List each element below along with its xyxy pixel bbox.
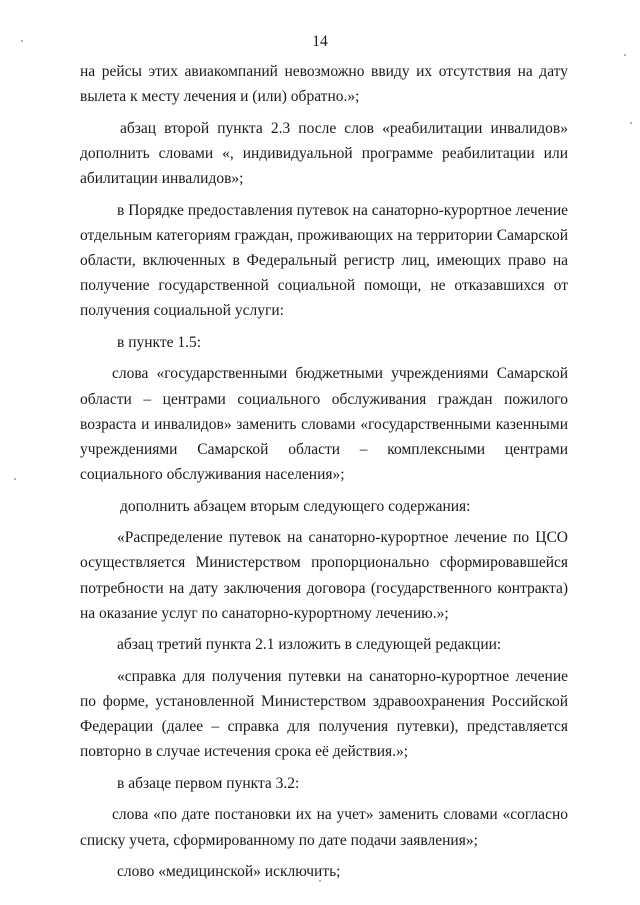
paragraph-5: слова «государственными бюджетными учреждениями Самарской области – центрами социального обслуживания граждан пожилого возраста и инвалидов» заменить словами «государственными казенными учреждениями Самарской области – комплексными центрами социального обслуживания населения»; <box>80 365 568 484</box>
scan-speck <box>319 880 321 882</box>
paragraph-6: дополнить абзацем вторым следующего содержания: <box>120 497 471 515</box>
paragraph-3: в Порядке предоставления путевок на санаторно-курортное лечение отдельным категориям граждан, проживающих на территории Самарской области, включенных в Федеральный регистр лиц, имеющих право на получение государственной социальной помощи, не отказавшихся от получения социальной услуги: <box>80 201 568 320</box>
paragraph-1: на рейсы этих авиакомпаний невозможно ввиду их отсутствия на дату вылета к месту лечения и (или) обратно.»; <box>80 63 568 106</box>
scan-speck <box>21 40 23 42</box>
paragraph-10: в абзаце первом пункта 3.2: <box>117 774 300 792</box>
paragraph-4: в пункте 1.5: <box>117 333 202 351</box>
scan-speck <box>630 122 632 124</box>
scan-speck <box>14 478 16 480</box>
page-number: 14 <box>312 33 328 50</box>
scan-speck <box>624 54 626 56</box>
paragraph-12: слово «медицинской» исключить; <box>117 863 341 881</box>
paragraph-9: «справка для получения путевки на санаторно-курортное лечение по форме, установленной Министерством здравоохранения Российской Федерации (далее – справка для получения путевки), представляется повторно в случае истечения срока её действия.»; <box>80 667 568 761</box>
document-body <box>80 59 568 884</box>
paragraph-8: абзац третий пункта 2.1 изложить в следующей редакции: <box>117 636 502 654</box>
paragraph-2: абзац второй пункта 2.3 после слов «реабилитации инвалидов» дополнить словами «, индивидуальной программе реабилитации или абилитации инвалидов»; <box>80 119 568 188</box>
paragraph-7: «Распределение путевок на санаторно-курортное лечение по ЦСО осуществляется Министерством пропорционально сформировавшейся потребности на дату заключения договора (государственного контракта) на оказание услуг по санаторно-курортному лечению.»; <box>80 529 568 622</box>
paragraph-11: слова «по дате постановки их на учет» заменить словами «согласно списку учета, сформированному по дате подачи заявления»; <box>80 806 568 849</box>
